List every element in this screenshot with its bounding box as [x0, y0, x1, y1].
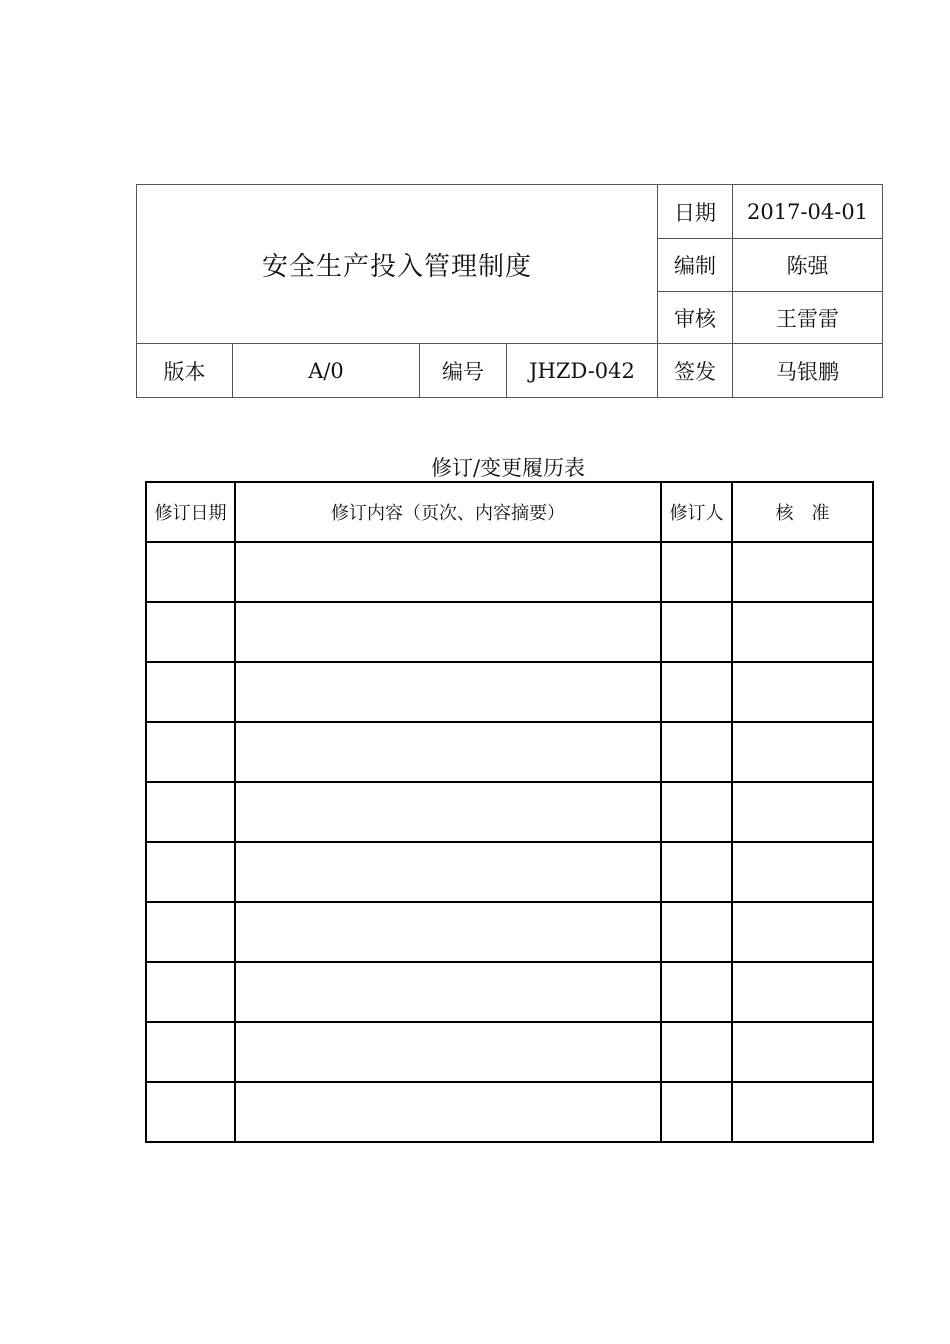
- revision-content-cell: [235, 722, 661, 782]
- revision-date-cell: [146, 722, 235, 782]
- table-row: [146, 842, 873, 902]
- revision-history-table: [145, 481, 874, 1143]
- number-label: 编号: [420, 344, 507, 398]
- revision-date-cell: [146, 962, 235, 1022]
- reviewer-value: 王雷雷: [733, 292, 883, 344]
- approval-cell: [732, 1082, 873, 1142]
- approval-cell: [732, 542, 873, 602]
- compiler-label: 编制: [658, 239, 733, 292]
- date-value: 2017-04-01: [733, 185, 883, 239]
- column-header-reviser: 修订人: [661, 482, 732, 542]
- number-value: JHZD-042: [507, 344, 658, 398]
- revision-content-cell: [235, 782, 661, 842]
- column-header-approval: 核 准: [732, 482, 873, 542]
- table-row: [146, 782, 873, 842]
- document-title: 安全生产投入管理制度: [137, 185, 658, 344]
- reviser-cell: [661, 542, 732, 602]
- revision-content-cell: [235, 1022, 661, 1082]
- revision-date-cell: [146, 662, 235, 722]
- revision-date-cell: [146, 1022, 235, 1082]
- reviser-cell: [661, 782, 732, 842]
- reviser-cell: [661, 602, 732, 662]
- table-row: [146, 722, 873, 782]
- table-row: [146, 1082, 873, 1142]
- table-row: [146, 902, 873, 962]
- revision-content-cell: [235, 662, 661, 722]
- revision-date-cell: [146, 842, 235, 902]
- approval-cell: [732, 962, 873, 1022]
- revision-content-cell: [235, 962, 661, 1022]
- approval-cell: [732, 662, 873, 722]
- table-row: [146, 662, 873, 722]
- table-row: [146, 962, 873, 1022]
- column-header-revision-date: 修订日期: [146, 482, 235, 542]
- revision-table-caption: 修订/变更履历表: [430, 456, 586, 480]
- table-row: [146, 1022, 873, 1082]
- reviser-cell: [661, 902, 732, 962]
- reviser-cell: [661, 842, 732, 902]
- reviser-cell: [661, 1022, 732, 1082]
- issuer-value: 马银鹏: [733, 344, 883, 398]
- revision-date-cell: [146, 542, 235, 602]
- revision-content-cell: [235, 902, 661, 962]
- approval-cell: [732, 602, 873, 662]
- document-header-table: [136, 184, 883, 398]
- revision-content-cell: [235, 542, 661, 602]
- table-row: [146, 602, 873, 662]
- approval-cell: [732, 722, 873, 782]
- approval-cell: [732, 902, 873, 962]
- reviser-cell: [661, 1082, 732, 1142]
- revision-content-cell: [235, 842, 661, 902]
- table-row: [146, 542, 873, 602]
- issuer-label: 签发: [658, 344, 733, 398]
- revision-content-cell: [235, 602, 661, 662]
- approval-cell: [732, 842, 873, 902]
- approval-cell: [732, 782, 873, 842]
- date-label: 日期: [658, 185, 733, 239]
- approval-cell: [732, 1022, 873, 1082]
- revision-date-cell: [146, 902, 235, 962]
- reviser-cell: [661, 722, 732, 782]
- version-label: 版本: [137, 344, 233, 398]
- revision-header-row: [146, 482, 873, 542]
- revision-date-cell: [146, 782, 235, 842]
- version-value: A/0: [233, 344, 420, 398]
- reviewer-label: 审核: [658, 292, 733, 344]
- compiler-value: 陈强: [733, 239, 883, 292]
- revision-date-cell: [146, 1082, 235, 1142]
- revision-date-cell: [146, 602, 235, 662]
- reviser-cell: [661, 662, 732, 722]
- revision-content-cell: [235, 1082, 661, 1142]
- column-header-revision-content: 修订内容（页次、内容摘要）: [235, 482, 661, 542]
- reviser-cell: [661, 962, 732, 1022]
